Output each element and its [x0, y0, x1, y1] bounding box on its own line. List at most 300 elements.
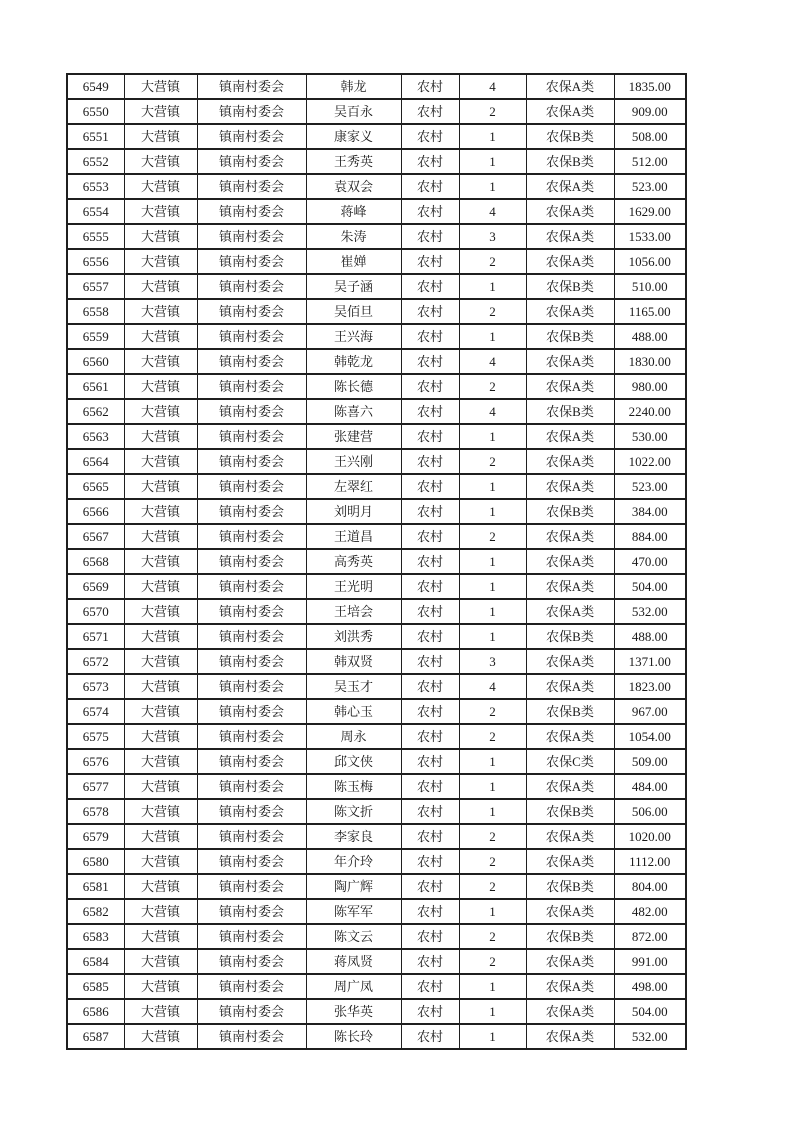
cell-insurance_class: 农保A类: [526, 824, 614, 849]
cell-seq: 6557: [67, 274, 124, 299]
cell-amount: 504.00: [614, 999, 686, 1024]
cell-village: 镇南村委会: [197, 974, 306, 999]
cell-town: 大营镇: [124, 899, 197, 924]
cell-town: 大营镇: [124, 724, 197, 749]
cell-insurance_class: 农保A类: [526, 1024, 614, 1049]
cell-person_count: 2: [459, 699, 526, 724]
cell-amount: 872.00: [614, 924, 686, 949]
cell-amount: 498.00: [614, 974, 686, 999]
cell-household_type: 农村: [401, 849, 459, 874]
cell-town: 大营镇: [124, 99, 197, 124]
cell-amount: 1823.00: [614, 674, 686, 699]
cell-household_type: 农村: [401, 874, 459, 899]
cell-amount: 532.00: [614, 1024, 686, 1049]
cell-name: 韩双贤: [306, 649, 401, 674]
cell-town: 大营镇: [124, 274, 197, 299]
cell-village: 镇南村委会: [197, 699, 306, 724]
cell-village: 镇南村委会: [197, 924, 306, 949]
cell-person_count: 2: [459, 99, 526, 124]
cell-amount: 506.00: [614, 799, 686, 824]
cell-amount: 488.00: [614, 624, 686, 649]
cell-seq: 6586: [67, 999, 124, 1024]
cell-amount: 909.00: [614, 99, 686, 124]
cell-household_type: 农村: [401, 124, 459, 149]
cell-person_count: 1: [459, 124, 526, 149]
cell-person_count: 2: [459, 824, 526, 849]
cell-amount: 2240.00: [614, 399, 686, 424]
cell-person_count: 1: [459, 549, 526, 574]
table-row: [67, 874, 686, 899]
cell-name: 王兴刚: [306, 449, 401, 474]
cell-town: 大营镇: [124, 799, 197, 824]
cell-village: 镇南村委会: [197, 949, 306, 974]
cell-insurance_class: 农保B类: [526, 399, 614, 424]
cell-person_count: 2: [459, 849, 526, 874]
cell-name: 蒋峰: [306, 199, 401, 224]
table-row: [67, 549, 686, 574]
table-row: [67, 349, 686, 374]
cell-insurance_class: 农保A类: [526, 374, 614, 399]
cell-seq: 6549: [67, 74, 124, 99]
cell-name: 王道昌: [306, 524, 401, 549]
cell-person_count: 4: [459, 349, 526, 374]
table-body: [67, 74, 686, 1049]
cell-household_type: 农村: [401, 499, 459, 524]
cell-person_count: 1: [459, 749, 526, 774]
table-row: [67, 74, 686, 99]
cell-person_count: 1: [459, 499, 526, 524]
cell-household_type: 农村: [401, 99, 459, 124]
cell-town: 大营镇: [124, 949, 197, 974]
cell-village: 镇南村委会: [197, 799, 306, 824]
cell-village: 镇南村委会: [197, 249, 306, 274]
table-row: [67, 274, 686, 299]
table-row: [67, 949, 686, 974]
table-row: [67, 799, 686, 824]
cell-village: 镇南村委会: [197, 849, 306, 874]
cell-village: 镇南村委会: [197, 549, 306, 574]
cell-insurance_class: 农保A类: [526, 599, 614, 624]
cell-seq: 6566: [67, 499, 124, 524]
cell-name: 崔婵: [306, 249, 401, 274]
cell-town: 大营镇: [124, 999, 197, 1024]
cell-town: 大营镇: [124, 199, 197, 224]
cell-insurance_class: 农保B类: [526, 624, 614, 649]
table-row: [67, 474, 686, 499]
cell-town: 大营镇: [124, 924, 197, 949]
cell-person_count: 1: [459, 799, 526, 824]
cell-seq: 6553: [67, 174, 124, 199]
cell-amount: 991.00: [614, 949, 686, 974]
cell-person_count: 2: [459, 249, 526, 274]
cell-seq: 6585: [67, 974, 124, 999]
cell-village: 镇南村委会: [197, 449, 306, 474]
cell-village: 镇南村委会: [197, 774, 306, 799]
cell-person_count: 1: [459, 774, 526, 799]
cell-amount: 523.00: [614, 174, 686, 199]
cell-seq: 6552: [67, 149, 124, 174]
cell-person_count: 4: [459, 199, 526, 224]
cell-village: 镇南村委会: [197, 624, 306, 649]
insurance-roster-table: [66, 73, 687, 1050]
cell-insurance_class: 农保B类: [526, 149, 614, 174]
table-row: [67, 599, 686, 624]
cell-name: 王兴海: [306, 324, 401, 349]
cell-name: 陶广辉: [306, 874, 401, 899]
cell-village: 镇南村委会: [197, 474, 306, 499]
table-row: [67, 649, 686, 674]
cell-town: 大营镇: [124, 524, 197, 549]
cell-town: 大营镇: [124, 1024, 197, 1049]
cell-amount: 804.00: [614, 874, 686, 899]
table-row: [67, 924, 686, 949]
cell-household_type: 农村: [401, 249, 459, 274]
cell-amount: 530.00: [614, 424, 686, 449]
cell-insurance_class: 农保A类: [526, 724, 614, 749]
cell-town: 大营镇: [124, 499, 197, 524]
cell-village: 镇南村委会: [197, 824, 306, 849]
table-row: [67, 224, 686, 249]
cell-insurance_class: 农保A类: [526, 674, 614, 699]
cell-seq: 6555: [67, 224, 124, 249]
cell-person_count: 2: [459, 524, 526, 549]
cell-insurance_class: 农保A类: [526, 249, 614, 274]
cell-amount: 384.00: [614, 499, 686, 524]
cell-village: 镇南村委会: [197, 74, 306, 99]
cell-name: 王培会: [306, 599, 401, 624]
cell-amount: 504.00: [614, 574, 686, 599]
cell-town: 大营镇: [124, 824, 197, 849]
cell-insurance_class: 农保A类: [526, 474, 614, 499]
table-row: [67, 374, 686, 399]
table-row: [67, 674, 686, 699]
cell-seq: 6559: [67, 324, 124, 349]
cell-town: 大营镇: [124, 374, 197, 399]
cell-household_type: 农村: [401, 449, 459, 474]
cell-name: 邱文侠: [306, 749, 401, 774]
cell-person_count: 2: [459, 874, 526, 899]
cell-person_count: 1: [459, 474, 526, 499]
cell-name: 吴佰旦: [306, 299, 401, 324]
cell-insurance_class: 农保A类: [526, 74, 614, 99]
cell-town: 大营镇: [124, 749, 197, 774]
cell-village: 镇南村委会: [197, 1024, 306, 1049]
cell-village: 镇南村委会: [197, 649, 306, 674]
cell-insurance_class: 农保B类: [526, 124, 614, 149]
cell-amount: 523.00: [614, 474, 686, 499]
cell-person_count: 1: [459, 149, 526, 174]
cell-seq: 6574: [67, 699, 124, 724]
cell-insurance_class: 农保A类: [526, 449, 614, 474]
cell-town: 大营镇: [124, 74, 197, 99]
cell-name: 周广凤: [306, 974, 401, 999]
cell-town: 大营镇: [124, 249, 197, 274]
cell-household_type: 农村: [401, 399, 459, 424]
table-row: [67, 324, 686, 349]
cell-amount: 1056.00: [614, 249, 686, 274]
cell-amount: 1165.00: [614, 299, 686, 324]
cell-name: 王光明: [306, 574, 401, 599]
cell-insurance_class: 农保C类: [526, 749, 614, 774]
cell-village: 镇南村委会: [197, 724, 306, 749]
cell-person_count: 4: [459, 74, 526, 99]
cell-seq: 6551: [67, 124, 124, 149]
cell-person_count: 4: [459, 399, 526, 424]
cell-name: 左翠红: [306, 474, 401, 499]
cell-seq: 6570: [67, 599, 124, 624]
cell-seq: 6583: [67, 924, 124, 949]
cell-town: 大营镇: [124, 174, 197, 199]
cell-household_type: 农村: [401, 949, 459, 974]
cell-town: 大营镇: [124, 849, 197, 874]
cell-insurance_class: 农保A类: [526, 174, 614, 199]
cell-seq: 6587: [67, 1024, 124, 1049]
cell-person_count: 1: [459, 899, 526, 924]
cell-household_type: 农村: [401, 199, 459, 224]
table-row: [67, 124, 686, 149]
cell-seq: 6554: [67, 199, 124, 224]
cell-name: 年介玲: [306, 849, 401, 874]
cell-amount: 482.00: [614, 899, 686, 924]
cell-insurance_class: 农保B类: [526, 499, 614, 524]
cell-town: 大营镇: [124, 649, 197, 674]
cell-amount: 1020.00: [614, 824, 686, 849]
cell-name: 康家义: [306, 124, 401, 149]
cell-name: 袁双会: [306, 174, 401, 199]
cell-household_type: 农村: [401, 749, 459, 774]
cell-name: 陈长德: [306, 374, 401, 399]
cell-insurance_class: 农保A类: [526, 349, 614, 374]
cell-town: 大营镇: [124, 699, 197, 724]
table-row: [67, 749, 686, 774]
cell-village: 镇南村委会: [197, 874, 306, 899]
cell-name: 吴百永: [306, 99, 401, 124]
cell-person_count: 2: [459, 949, 526, 974]
cell-name: 周永: [306, 724, 401, 749]
cell-name: 王秀英: [306, 149, 401, 174]
cell-village: 镇南村委会: [197, 174, 306, 199]
cell-name: 陈文折: [306, 799, 401, 824]
cell-amount: 532.00: [614, 599, 686, 624]
table-row: [67, 574, 686, 599]
cell-person_count: 2: [459, 299, 526, 324]
cell-village: 镇南村委会: [197, 349, 306, 374]
cell-village: 镇南村委会: [197, 374, 306, 399]
cell-town: 大营镇: [124, 399, 197, 424]
cell-name: 陈玉梅: [306, 774, 401, 799]
cell-amount: 967.00: [614, 699, 686, 724]
cell-seq: 6572: [67, 649, 124, 674]
cell-name: 高秀英: [306, 549, 401, 574]
cell-insurance_class: 农保A类: [526, 99, 614, 124]
cell-town: 大营镇: [124, 224, 197, 249]
cell-town: 大营镇: [124, 549, 197, 574]
cell-household_type: 农村: [401, 799, 459, 824]
cell-insurance_class: 农保A类: [526, 199, 614, 224]
cell-person_count: 1: [459, 274, 526, 299]
cell-name: 陈喜六: [306, 399, 401, 424]
cell-seq: 6582: [67, 899, 124, 924]
cell-seq: 6581: [67, 874, 124, 899]
cell-seq: 6562: [67, 399, 124, 424]
table-row: [67, 774, 686, 799]
table-row: [67, 1024, 686, 1049]
cell-household_type: 农村: [401, 724, 459, 749]
cell-town: 大营镇: [124, 624, 197, 649]
cell-town: 大营镇: [124, 299, 197, 324]
cell-seq: 6580: [67, 849, 124, 874]
cell-seq: 6569: [67, 574, 124, 599]
cell-person_count: 3: [459, 224, 526, 249]
cell-amount: 1371.00: [614, 649, 686, 674]
cell-seq: 6584: [67, 949, 124, 974]
cell-household_type: 农村: [401, 299, 459, 324]
cell-amount: 470.00: [614, 549, 686, 574]
cell-seq: 6565: [67, 474, 124, 499]
cell-name: 韩乾龙: [306, 349, 401, 374]
cell-name: 陈文云: [306, 924, 401, 949]
cell-name: 韩心玉: [306, 699, 401, 724]
cell-insurance_class: 农保A类: [526, 549, 614, 574]
cell-household_type: 农村: [401, 899, 459, 924]
table-row: [67, 299, 686, 324]
table-row: [67, 974, 686, 999]
cell-person_count: 1: [459, 174, 526, 199]
table-row: [67, 149, 686, 174]
cell-village: 镇南村委会: [197, 199, 306, 224]
cell-village: 镇南村委会: [197, 99, 306, 124]
table-row: [67, 499, 686, 524]
cell-village: 镇南村委会: [197, 574, 306, 599]
cell-name: 张建营: [306, 424, 401, 449]
cell-town: 大营镇: [124, 774, 197, 799]
cell-village: 镇南村委会: [197, 424, 306, 449]
cell-person_count: 2: [459, 374, 526, 399]
table-row: [67, 199, 686, 224]
cell-person_count: 1: [459, 1024, 526, 1049]
cell-name: 吴子涵: [306, 274, 401, 299]
cell-insurance_class: 农保B类: [526, 274, 614, 299]
cell-insurance_class: 农保B类: [526, 324, 614, 349]
cell-amount: 1022.00: [614, 449, 686, 474]
cell-village: 镇南村委会: [197, 324, 306, 349]
cell-household_type: 农村: [401, 524, 459, 549]
cell-household_type: 农村: [401, 824, 459, 849]
cell-seq: 6577: [67, 774, 124, 799]
cell-insurance_class: 农保B类: [526, 924, 614, 949]
cell-amount: 1835.00: [614, 74, 686, 99]
table-row: [67, 524, 686, 549]
table-row: [67, 624, 686, 649]
cell-insurance_class: 农保A类: [526, 899, 614, 924]
cell-village: 镇南村委会: [197, 599, 306, 624]
cell-name: 朱涛: [306, 224, 401, 249]
cell-village: 镇南村委会: [197, 299, 306, 324]
cell-household_type: 农村: [401, 374, 459, 399]
cell-village: 镇南村委会: [197, 124, 306, 149]
cell-person_count: 1: [459, 324, 526, 349]
cell-village: 镇南村委会: [197, 749, 306, 774]
cell-insurance_class: 农保A类: [526, 774, 614, 799]
cell-name: 陈军军: [306, 899, 401, 924]
cell-town: 大营镇: [124, 349, 197, 374]
cell-name: 张华英: [306, 999, 401, 1024]
cell-household_type: 农村: [401, 224, 459, 249]
cell-insurance_class: 农保A类: [526, 299, 614, 324]
cell-seq: 6561: [67, 374, 124, 399]
cell-town: 大营镇: [124, 874, 197, 899]
cell-insurance_class: 农保B类: [526, 799, 614, 824]
cell-household_type: 农村: [401, 924, 459, 949]
cell-amount: 980.00: [614, 374, 686, 399]
cell-seq: 6550: [67, 99, 124, 124]
cell-amount: 509.00: [614, 749, 686, 774]
cell-town: 大营镇: [124, 324, 197, 349]
cell-household_type: 农村: [401, 1024, 459, 1049]
cell-town: 大营镇: [124, 449, 197, 474]
table-row: [67, 849, 686, 874]
cell-household_type: 农村: [401, 474, 459, 499]
cell-insurance_class: 农保A类: [526, 949, 614, 974]
cell-seq: 6563: [67, 424, 124, 449]
cell-amount: 1830.00: [614, 349, 686, 374]
cell-amount: 484.00: [614, 774, 686, 799]
table-row: [67, 424, 686, 449]
cell-seq: 6578: [67, 799, 124, 824]
cell-household_type: 农村: [401, 599, 459, 624]
cell-household_type: 农村: [401, 174, 459, 199]
table-row: [67, 399, 686, 424]
cell-household_type: 农村: [401, 774, 459, 799]
cell-name: 李家良: [306, 824, 401, 849]
cell-household_type: 农村: [401, 649, 459, 674]
cell-town: 大营镇: [124, 674, 197, 699]
cell-village: 镇南村委会: [197, 674, 306, 699]
table-row: [67, 724, 686, 749]
cell-household_type: 农村: [401, 624, 459, 649]
cell-person_count: 2: [459, 449, 526, 474]
cell-insurance_class: 农保A类: [526, 999, 614, 1024]
cell-amount: 1112.00: [614, 849, 686, 874]
cell-amount: 488.00: [614, 324, 686, 349]
cell-name: 陈长玲: [306, 1024, 401, 1049]
cell-household_type: 农村: [401, 324, 459, 349]
cell-household_type: 农村: [401, 549, 459, 574]
cell-seq: 6573: [67, 674, 124, 699]
cell-insurance_class: 农保A类: [526, 524, 614, 549]
cell-seq: 6568: [67, 549, 124, 574]
cell-seq: 6560: [67, 349, 124, 374]
cell-person_count: 2: [459, 724, 526, 749]
cell-amount: 884.00: [614, 524, 686, 549]
cell-village: 镇南村委会: [197, 499, 306, 524]
cell-town: 大营镇: [124, 974, 197, 999]
cell-household_type: 农村: [401, 74, 459, 99]
cell-household_type: 农村: [401, 999, 459, 1024]
cell-household_type: 农村: [401, 149, 459, 174]
cell-village: 镇南村委会: [197, 149, 306, 174]
cell-insurance_class: 农保A类: [526, 649, 614, 674]
cell-insurance_class: 农保A类: [526, 574, 614, 599]
cell-insurance_class: 农保B类: [526, 874, 614, 899]
cell-seq: 6579: [67, 824, 124, 849]
cell-amount: 1629.00: [614, 199, 686, 224]
table-row: [67, 449, 686, 474]
cell-name: 韩龙: [306, 74, 401, 99]
cell-name: 蒋凤贤: [306, 949, 401, 974]
cell-seq: 6564: [67, 449, 124, 474]
cell-village: 镇南村委会: [197, 274, 306, 299]
